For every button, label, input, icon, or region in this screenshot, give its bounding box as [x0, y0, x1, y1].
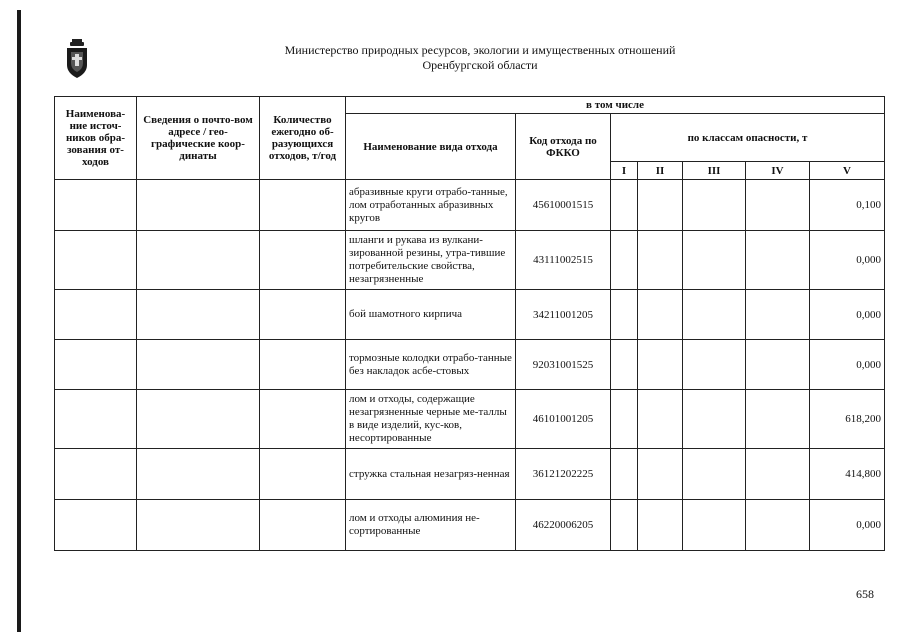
page-number: 658 [856, 587, 874, 601]
waste-name-cell: лом и отходы, содержащие незагрязненные черные ме-таллы в виде изделий, кус-ков, несортированные [346, 390, 516, 449]
ministry-name: Министерство природных ресурсов, экологии и имущественных отношений [284, 43, 676, 57]
waste-name-cell: шланги и рукава из вулкани-зированной резины, утра-тившие потребительские свойства, незагрязненные [346, 231, 516, 290]
header-waste-name: Наименование вида отхода [346, 114, 516, 180]
quantity-cell [260, 231, 346, 290]
class-i-cell [611, 231, 638, 290]
class-iv-cell [746, 340, 810, 390]
fkko-code-cell: 46101001205 [516, 390, 611, 449]
class-ii-cell [638, 290, 683, 340]
class-v-cell: 618,200 [810, 390, 885, 449]
source-cell [55, 500, 137, 551]
fkko-code-cell: 34211001205 [516, 290, 611, 340]
header-address: Сведения о почто-вом адресе / гео-графические коор-динаты [137, 97, 260, 180]
fkko-code-cell: 36121202225 [516, 449, 611, 500]
waste-name-cell: лом и отходы алюминия не-сортированные [346, 500, 516, 551]
scan-edge-bar [17, 10, 21, 632]
quantity-cell [260, 449, 346, 500]
source-cell [55, 231, 137, 290]
class-ii-cell [638, 180, 683, 231]
class-i-cell [611, 180, 638, 231]
table-row [55, 500, 885, 551]
address-cell [137, 231, 260, 290]
table-row [55, 290, 885, 340]
waste-table [54, 96, 885, 551]
class-v-cell: 0,000 [810, 231, 885, 290]
waste-name-cell: абразивные круги отрабо-танные, лом отработанных абразивных кругов [346, 180, 516, 231]
class-iv-cell [746, 390, 810, 449]
class-iv-cell [746, 180, 810, 231]
class-i-cell [611, 449, 638, 500]
address-cell [137, 449, 260, 500]
class-iv-cell [746, 500, 810, 551]
class-iv-cell [746, 231, 810, 290]
coat-of-arms-icon [64, 39, 90, 79]
address-cell [137, 390, 260, 449]
class-ii-cell [638, 340, 683, 390]
class-i-cell [611, 390, 638, 449]
class-iii-cell [683, 290, 746, 340]
class-iii-cell [683, 449, 746, 500]
class-i-cell [611, 500, 638, 551]
class-v-cell: 414,800 [810, 449, 885, 500]
fkko-code-cell: 45610001515 [516, 180, 611, 231]
header-class-iii: III [683, 162, 746, 180]
header-quantity: Количество ежегодно об-разующихся отходов, т/год [260, 97, 346, 180]
document-header [180, 43, 780, 73]
fkko-code-cell: 46220006205 [516, 500, 611, 551]
class-i-cell [611, 290, 638, 340]
header-class-iv: IV [746, 162, 810, 180]
quantity-cell [260, 390, 346, 449]
waste-name-cell: стружка стальная незагряз-ненная [346, 449, 516, 500]
table-row [55, 180, 885, 231]
region-name: Оренбургской области [422, 58, 538, 72]
class-v-cell: 0,100 [810, 180, 885, 231]
class-iii-cell [683, 180, 746, 231]
class-i-cell [611, 340, 638, 390]
header-class-ii: II [638, 162, 683, 180]
source-cell [55, 390, 137, 449]
class-iv-cell [746, 449, 810, 500]
header-class-i: I [611, 162, 638, 180]
table-row [55, 390, 885, 449]
waste-name-cell: тормозные колодки отрабо-танные без накладок асбе-стовых [346, 340, 516, 390]
fkko-code-cell: 92031001525 [516, 340, 611, 390]
class-ii-cell [638, 231, 683, 290]
header-source-name: Наименова-ние источ-ников обра-зования от-ходов [55, 97, 137, 180]
class-v-cell: 0,000 [810, 500, 885, 551]
quantity-cell [260, 290, 346, 340]
source-cell [55, 340, 137, 390]
class-ii-cell [638, 449, 683, 500]
address-cell [137, 500, 260, 551]
class-v-cell: 0,000 [810, 340, 885, 390]
class-iii-cell [683, 231, 746, 290]
fkko-code-cell: 43111002515 [516, 231, 611, 290]
class-ii-cell [638, 500, 683, 551]
table-row [55, 340, 885, 390]
quantity-cell [260, 500, 346, 551]
table-row [55, 231, 885, 290]
class-v-cell: 0,000 [810, 290, 885, 340]
class-iii-cell [683, 390, 746, 449]
address-cell [137, 290, 260, 340]
header-by-hazard-class: по классам опасности, т [611, 114, 885, 162]
source-cell [55, 449, 137, 500]
address-cell [137, 340, 260, 390]
header-including: в том числе [346, 97, 885, 114]
source-cell [55, 180, 137, 231]
quantity-cell [260, 340, 346, 390]
class-iii-cell [683, 340, 746, 390]
quantity-cell [260, 180, 346, 231]
waste-name-cell: бой шамотного кирпича [346, 290, 516, 340]
header-fkko-code: Код отхода по ФККО [516, 114, 611, 180]
source-cell [55, 290, 137, 340]
header-class-v: V [810, 162, 885, 180]
table-row [55, 449, 885, 500]
address-cell [137, 180, 260, 231]
class-ii-cell [638, 390, 683, 449]
class-iv-cell [746, 290, 810, 340]
class-iii-cell [683, 500, 746, 551]
